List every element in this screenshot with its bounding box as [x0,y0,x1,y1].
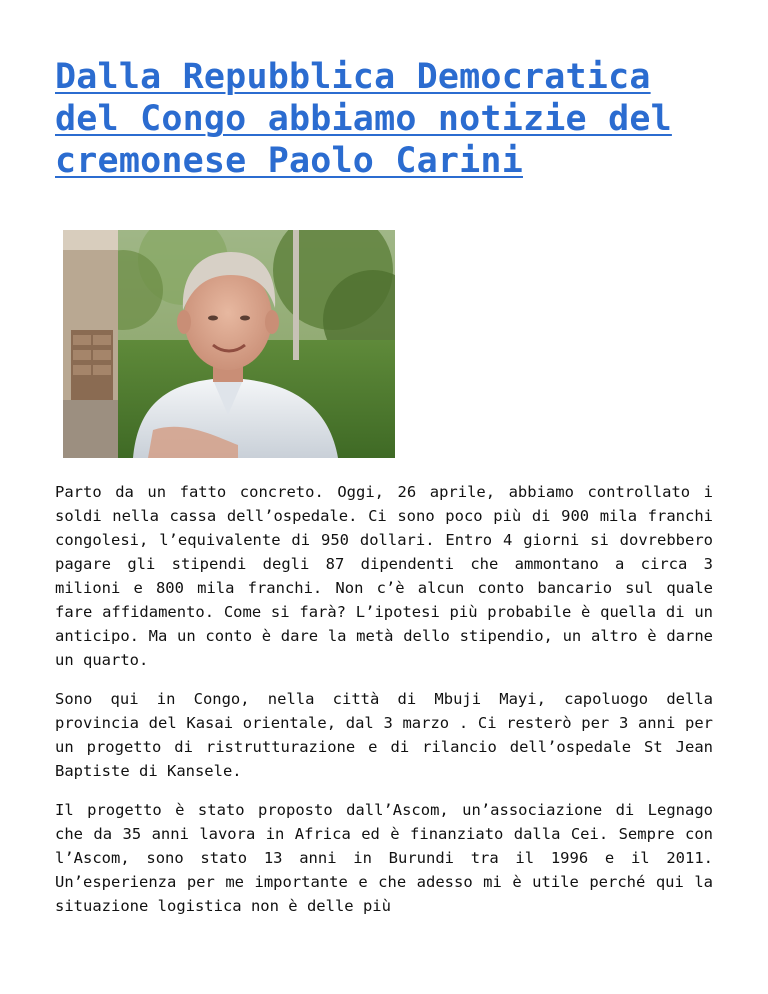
article-title [55,56,715,182]
article-body [55,480,713,933]
article-paragraph: Parto da un fatto concreto. Oggi, 26 aprile, abbiamo controllato i soldi nella cassa dell’ospedale. Ci sono poco più di 900 mila franchi congolesi, l’equivalente di 950 dollari. Entro 4 giorni si dovrebbero pagare gli stipendi degli 87 dipendenti che ammontano a circa 3 milioni e 800 mila franchi. Non c’è alcun conto bancario sul quale fare affidamento. Come si farà? L’ipotesi più probabile è quella di un anticipo. Ma un conto è dare la metà dello stipendio, un altro è darne un quarto. [55,483,713,669]
article-paragraph: Il progetto è stato proposto dall’Ascom, un’associazione di Legnago che da 35 anni lavora in Africa ed è finanziato dalla Cei. Sempre con l’Ascom, sono stato 13 anni in Burundi tra il 1996 e il 2011. Un’esperienza per me importante e che adesso mi è utile perché qui la situazione logistica non è delle più [55,801,713,915]
article-paragraph: Sono qui in Congo, nella città di Mbuji Mayi, capoluogo della provincia del Kasai orientale, dal 3 marzo . Ci resterò per 3 anni per un progetto di ristrutturazione e di rilancio dell’ospedale St Jean Baptiste di Kansele. [55,690,713,780]
article-photo [63,230,395,458]
article-title-link[interactable]: Dalla Repubblica Democratica del Congo abbiamo notizie del cremonese Paolo Carini [55,57,672,181]
